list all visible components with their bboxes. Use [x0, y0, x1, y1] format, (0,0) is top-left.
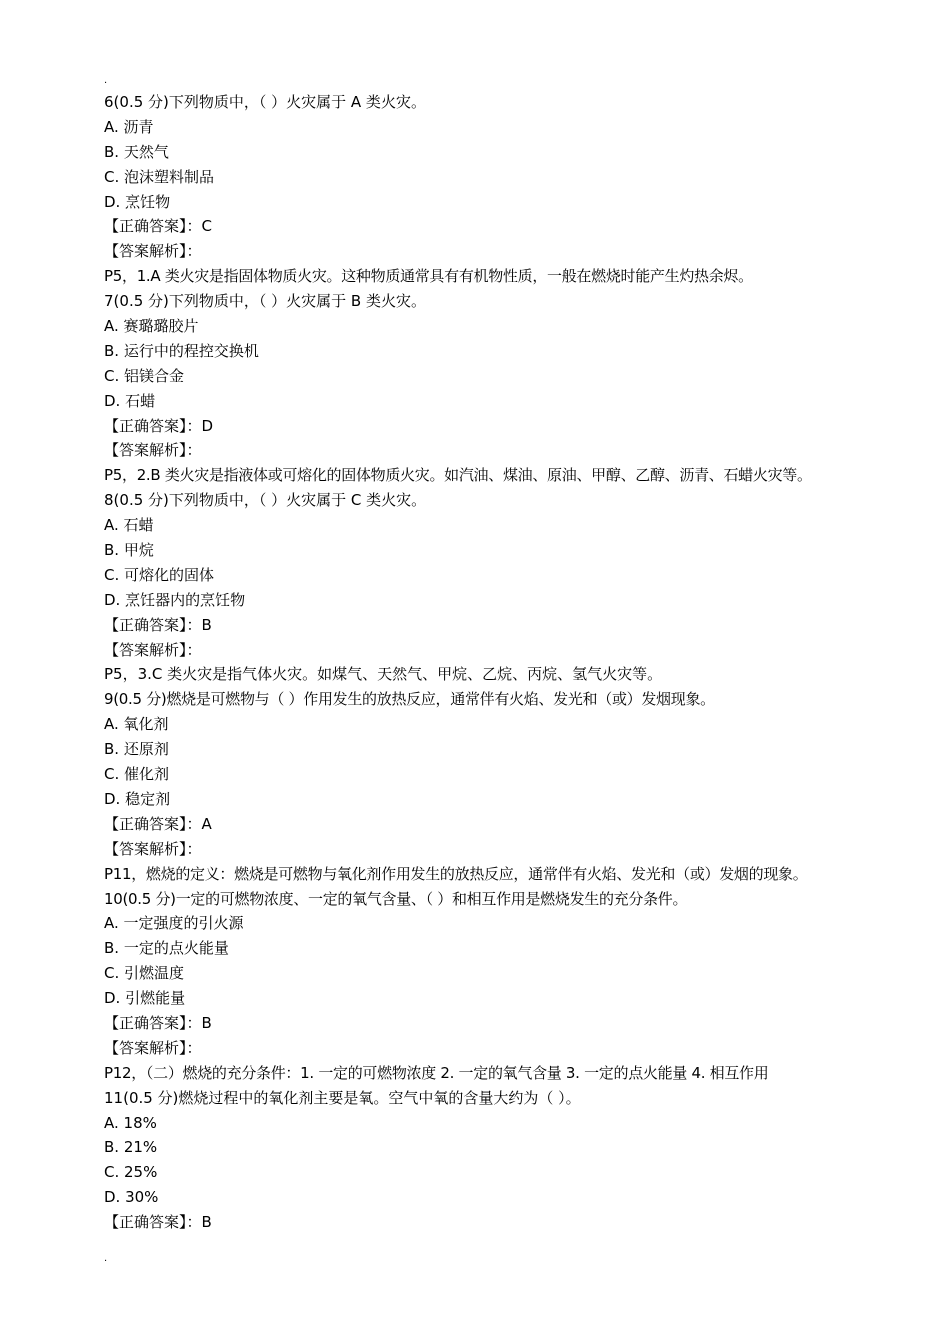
page-bottom-mark: .: [104, 1253, 108, 1264]
answer-option: C. 25%: [104, 1163, 158, 1182]
analysis-label: 【答案解析】：: [104, 640, 202, 659]
answer-option: B. 还原剂: [104, 740, 169, 759]
answer-option: D. 稳定剂: [104, 789, 171, 808]
analysis-text: P11，燃烧的定义：燃烧是可燃物与氧化剂作用发生的放热反应，通常伴有火焰、发光和（或）发烟的现象。: [104, 864, 808, 883]
correct-answer: 【正确答案】：C: [104, 217, 212, 236]
correct-answer: 【正确答案】：A: [104, 814, 212, 833]
answer-option: A. 石蜡: [104, 516, 154, 535]
answer-option: C. 泡沫塑料制品: [104, 167, 215, 186]
question-stem: 9(0.5 分)燃烧是可燃物与（ ）作用发生的放热反应，通常伴有火焰、发光和（或）发烟现象。: [104, 690, 715, 709]
analysis-label: 【答案解析】：: [104, 839, 202, 858]
question-stem: 6(0.5 分)下列物质中，（ ）火灾属于 A 类火灾。: [104, 93, 426, 111]
analysis-text: P12，（二）燃烧的充分条件：1. 一定的可燃物浓度 2. 一定的氧气含量 3. 一定的点火能量 4. 相互作用: [104, 1063, 769, 1082]
correct-answer: 【正确答案】：B: [104, 615, 212, 634]
answer-option: D. 烹饪器内的烹饪物: [104, 590, 246, 609]
question-content: [104, 90, 904, 1235]
answer-option: A. 沥青: [104, 117, 154, 136]
answer-option: B. 甲烷: [104, 541, 154, 560]
analysis-label: 【答案解析】：: [104, 242, 202, 261]
page-top-mark: .: [104, 75, 108, 86]
answer-option: D. 石蜡: [104, 391, 156, 410]
answer-option: C. 可熔化的固体: [104, 565, 215, 584]
correct-answer: 【正确答案】：B: [104, 1213, 212, 1232]
answer-option: A. 赛璐璐胶片: [104, 317, 199, 336]
answer-option: B. 运行中的程控交换机: [104, 341, 259, 360]
answer-option: A. 氧化剂: [104, 715, 169, 734]
answer-option: A. 一定强度的引火源: [104, 914, 244, 933]
question-stem: 11(0.5 分)燃烧过程中的氧化剂主要是氧。空气中氧的含量大约为（ ）。: [104, 1088, 581, 1107]
analysis-text: P5，1.A 类火灾是指固体物质火灾。这种物质通常具有有机物性质，一般在燃烧时能产生灼热余烬。: [104, 267, 753, 286]
correct-answer: 【正确答案】：B: [104, 1013, 212, 1032]
answer-option: D. 30%: [104, 1188, 159, 1207]
question-stem: 8(0.5 分)下列物质中，（ ）火灾属于 C 类火灾。: [104, 491, 427, 510]
answer-option: B. 一定的点火能量: [104, 939, 229, 958]
answer-option: D. 烹饪物: [104, 192, 171, 211]
answer-option: B. 天然气: [104, 142, 169, 161]
answer-option: B. 21%: [104, 1138, 158, 1157]
answer-option: A. 18%: [104, 1113, 157, 1132]
answer-option: C. 铝镁合金: [104, 366, 185, 385]
answer-option: C. 引燃温度: [104, 964, 185, 983]
analysis-label: 【答案解析】：: [104, 441, 202, 460]
question-stem: 10(0.5 分)一定的可燃物浓度、一定的氧气含量、（ ）和相互作用是燃烧发生的充分条件。: [104, 889, 688, 908]
analysis-label: 【答案解析】：: [104, 1038, 202, 1057]
answer-option: C. 催化剂: [104, 765, 170, 784]
correct-answer: 【正确答案】：D: [104, 416, 214, 435]
answer-option: D. 引燃能量: [104, 989, 186, 1008]
analysis-text: P5，3.C 类火灾是指气体火灾。如煤气、天然气、甲烷、乙烷、丙烷、氢气火灾等。: [104, 665, 663, 684]
question-stem: 7(0.5 分)下列物质中，（ ）火灾属于 B 类火灾。: [104, 292, 426, 311]
analysis-text: P5，2.B 类火灾是指液体或可熔化的固体物质火灾。如汽油、煤油、原油、甲醇、乙醇、沥青、石蜡火灾等。: [104, 466, 812, 485]
